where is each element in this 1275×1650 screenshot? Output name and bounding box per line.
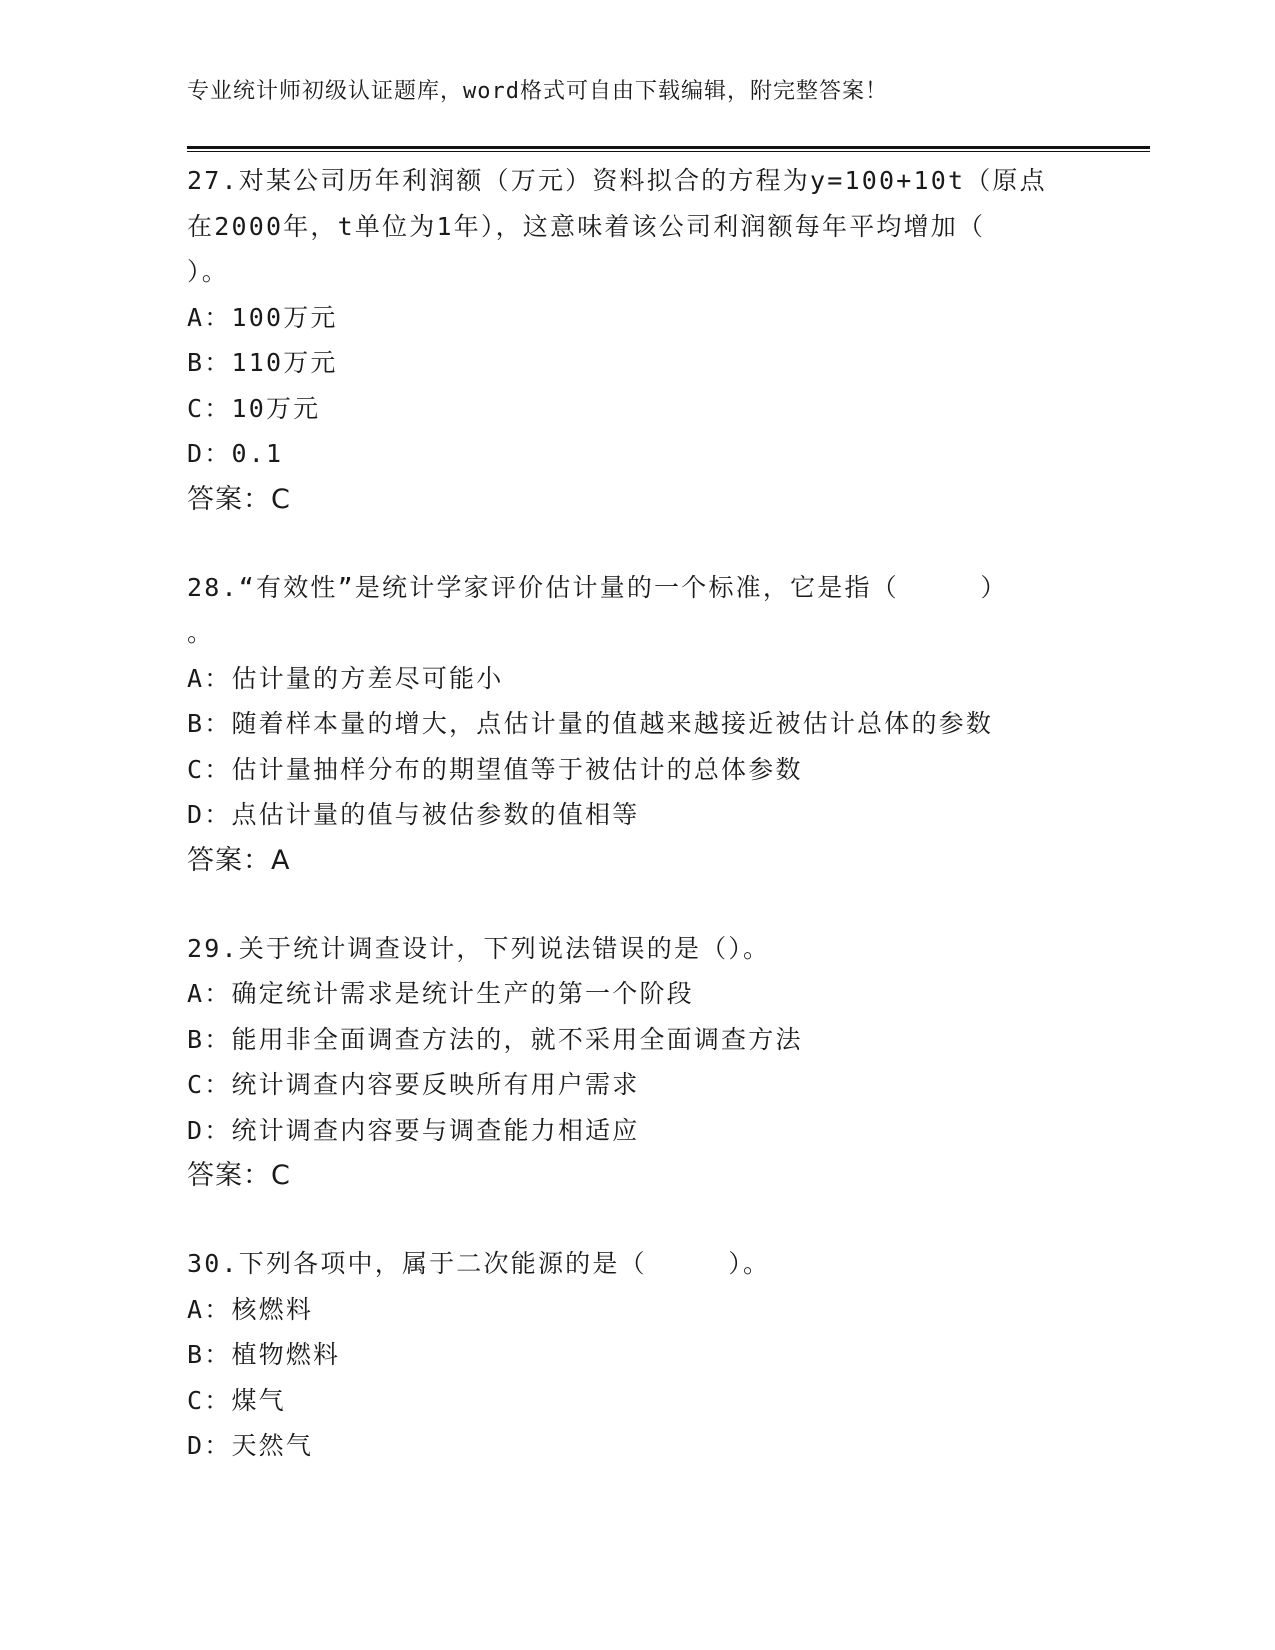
option-d: D：0.1 [187, 439, 284, 468]
question-29 [187, 926, 1107, 1200]
answer-line: 答案：A [187, 844, 291, 876]
answer-line: 答案：C [187, 483, 291, 515]
page-header: 专业统计师初级认证题库，word格式可自由下载编辑，附完整答案！ [187, 79, 888, 104]
question-text-line: 28.“有效性”是统计学家评价估计量的一个标准，它是指（ ） [187, 572, 1008, 602]
option-c: C：10万元 [187, 393, 321, 423]
question-text-line: 。 [187, 618, 215, 647]
option-b: B：110万元 [187, 348, 338, 377]
option-b: B：随着样本量的增大，点估计量的值越来越接近被估计总体的参数 [187, 709, 994, 738]
option-c: C：估计量抽样分布的期望值等于被估计的总体参数 [187, 754, 803, 784]
question-text-line: 在2000年，t单位为1年），这意味着该公司利润额每年平均增加（ [187, 211, 986, 241]
option-d: D：统计调查内容要与调查能力相适应 [187, 1115, 640, 1145]
question-30 [187, 1241, 1107, 1469]
answer-line: 答案：C [187, 1160, 291, 1191]
option-a: A：估计量的方差尽可能小 [187, 663, 504, 693]
header-rule-thin [187, 151, 1150, 152]
option-b: B：植物燃料 [187, 1340, 341, 1369]
option-d: D：点估计量的值与被估参数的值相等 [187, 800, 640, 829]
question-27 [187, 158, 1107, 523]
question-28 [187, 565, 1107, 884]
option-c: C：煤气 [187, 1385, 286, 1415]
option-c: C：统计调查内容要反映所有用户需求 [187, 1070, 640, 1099]
question-text-line: ）。 [187, 257, 229, 286]
option-d: D：天然气 [187, 1431, 314, 1460]
option-b: B：能用非全面调查方法的，就不采用全面调查方法 [187, 1024, 803, 1054]
option-a: A：确定统计需求是统计生产的第一个阶段 [187, 979, 694, 1008]
question-text-line: 29.关于统计调查设计，下列说法错误的是（）。 [187, 933, 771, 963]
question-list [187, 158, 1107, 1469]
question-text-line: 27.对某公司历年利润额（万元）资料拟合的方程为y=100+10t（原点 [187, 166, 1047, 195]
header-rule-thick [187, 146, 1150, 149]
option-a: A：核燃料 [187, 1294, 314, 1324]
question-text-line: 30.下列各项中，属于二次能源的是（ ）。 [187, 1249, 771, 1278]
option-a: A：100万元 [187, 302, 338, 332]
